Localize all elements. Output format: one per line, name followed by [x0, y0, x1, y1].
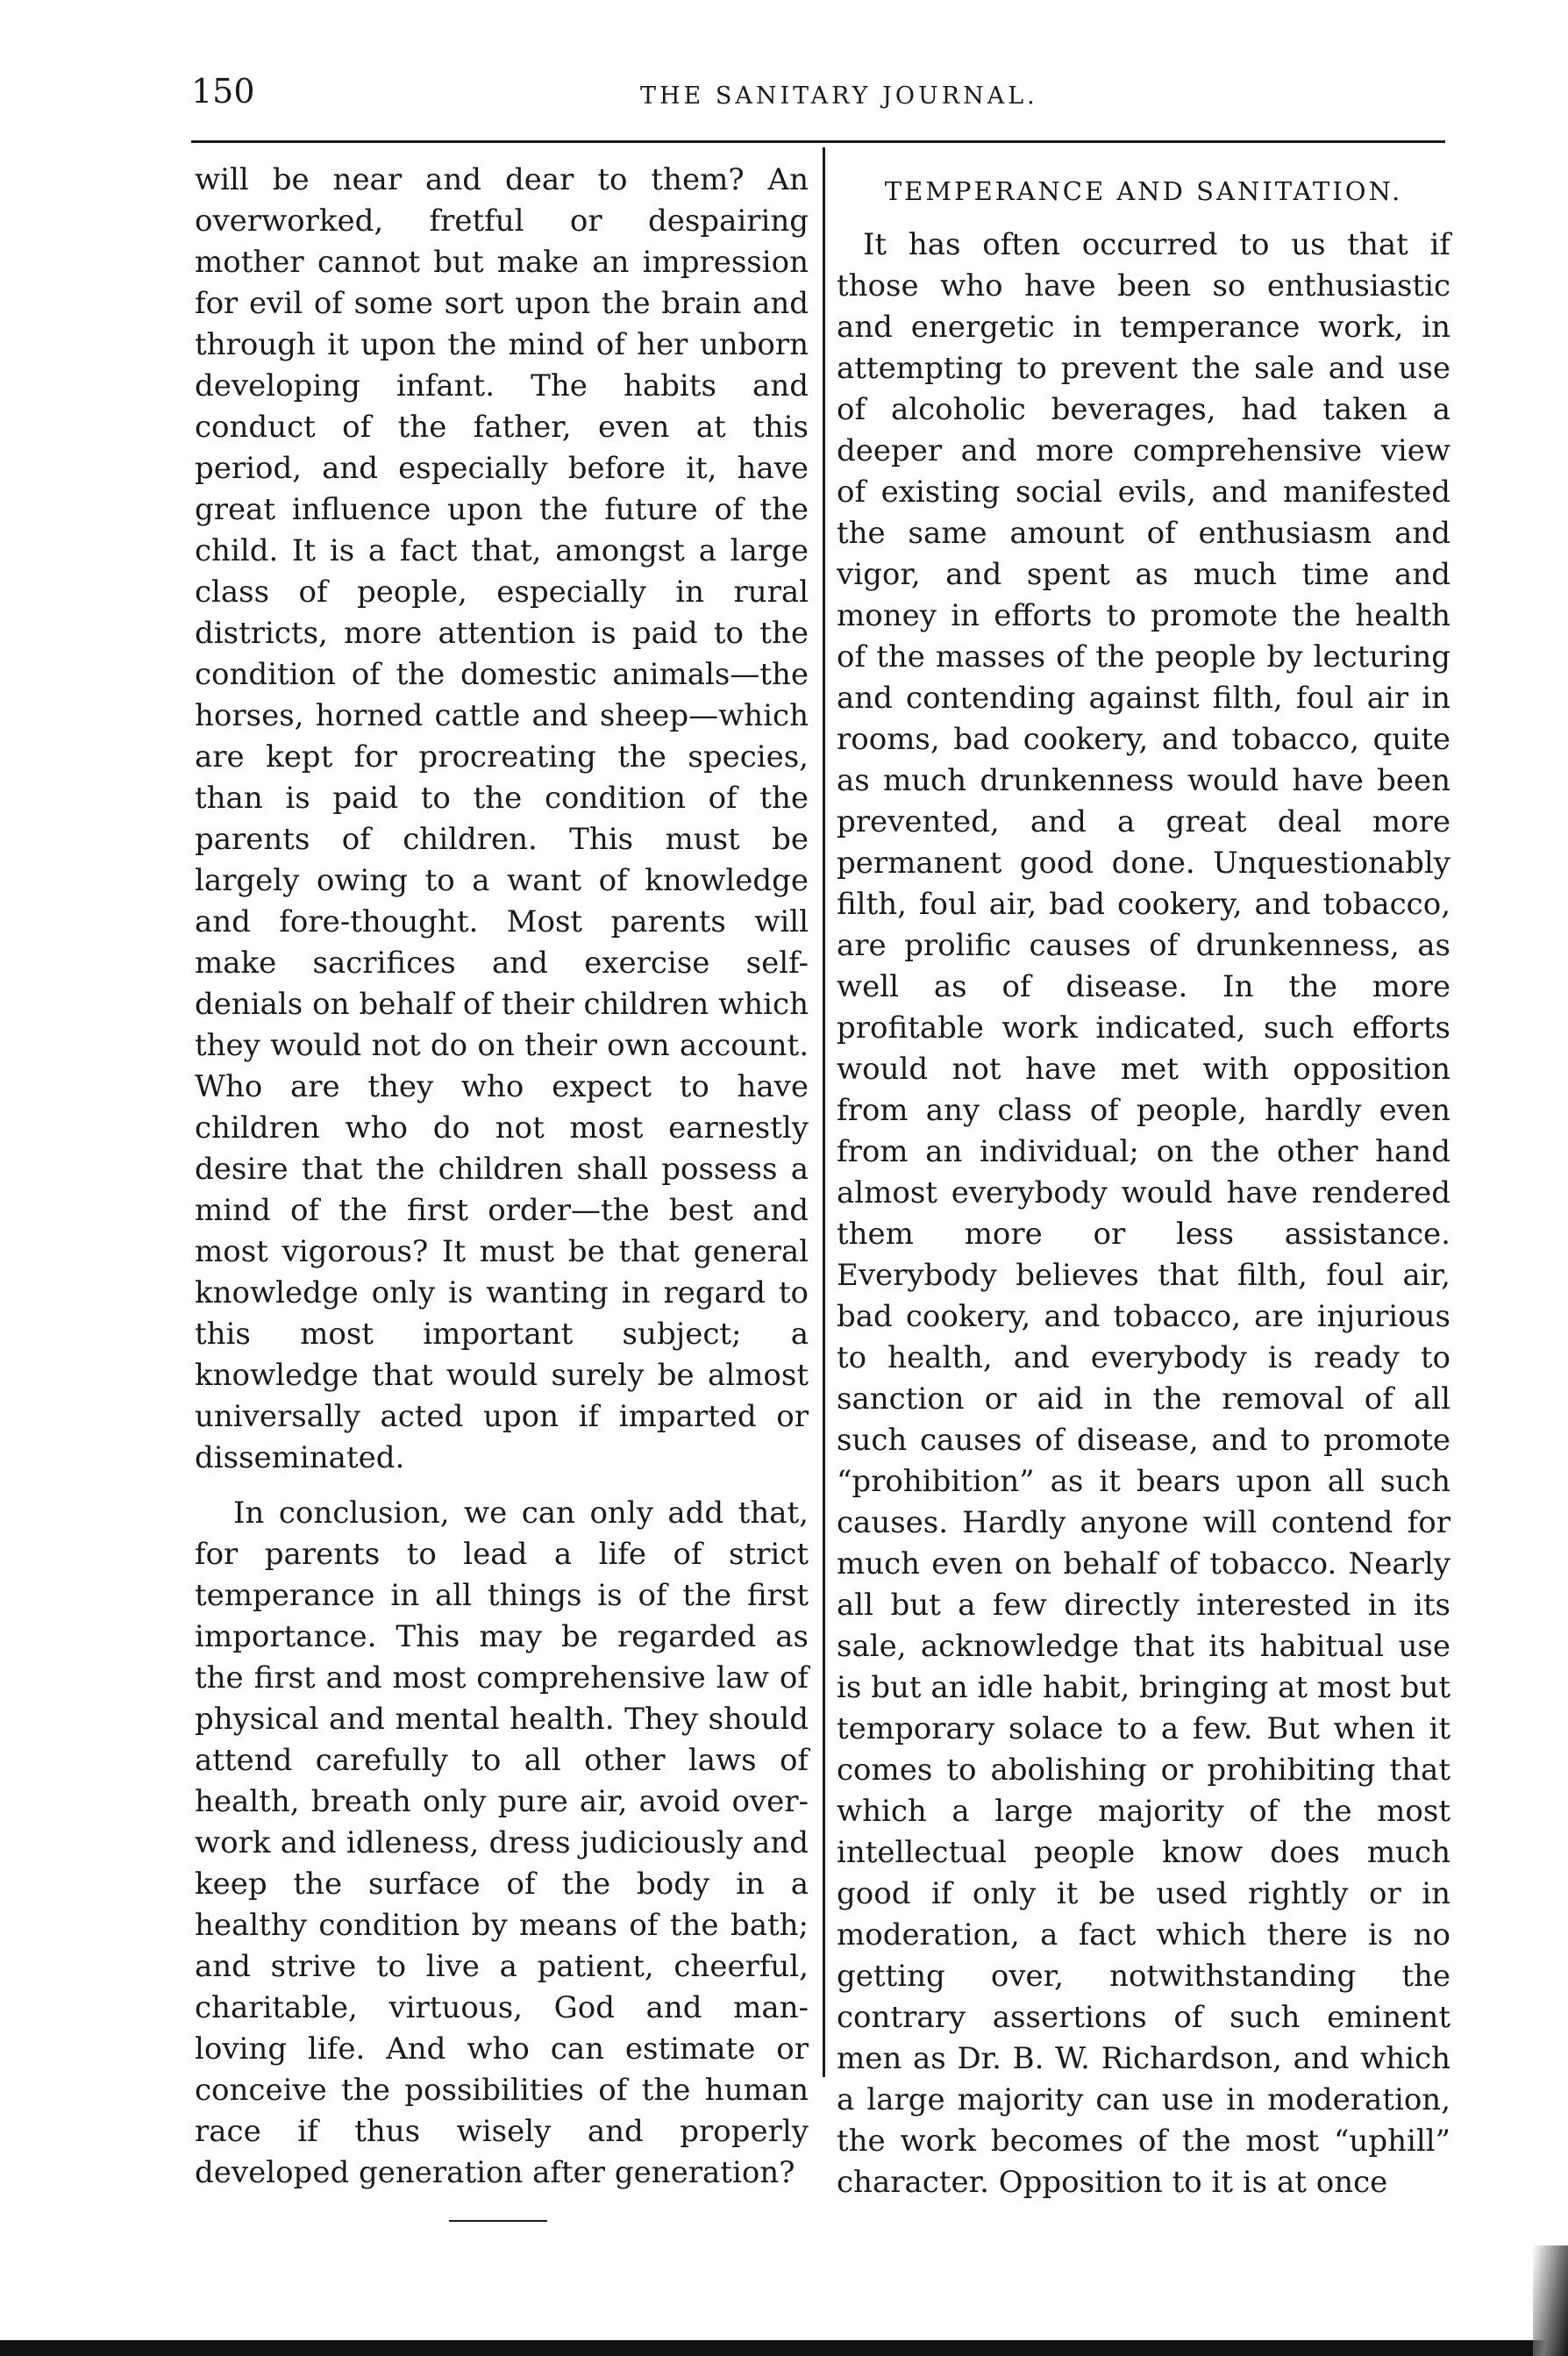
- right-column: [837, 171, 1450, 2203]
- running-title: THE SANITARY JOURNAL.: [640, 82, 1038, 110]
- right-paragraph-1: It has often occurred to us that if those who have been so enthusiastic and energetic in temperance work, in attempting to prevent the sale and use of alcoholic beverages, had taken a deeper and more comprehensive view of existing social evils, and manifested the same amount of enthusiasm and vigor, and spent as much time and money in efforts to promote the health of the masses of the people by lecturing and contending against filth, foul air in rooms, bad cookery, and tobacco, quite as much drunkenness would have been prevented, and a great deal more permanent good done. Unquestionably filth, foul air, bad cookery, and tobacco, are prolific causes of drunkenness, as well as of disease. In the more profitable work indicated, such efforts would not have met with opposition from any class of people, hardly even from an individual; on the other hand almost everybody would have rendered them more or less assistance. Everybody believes that filth, foul air, bad cookery, and tobacco, are injurious to health, and everybody is ready to sanction or aid in the removal of all such causes of disease, and to promote “prohibition” as it bears upon all such causes. Hardly anyone will contend for much even on behalf of tobacco. Nearly all but a few directly interested in its sale, acknowledge that its habitual use is but an idle habit, bringing at most but temporary solace to a few. But when it comes to abolishing or prohibiting that which a large majority of the most intellectual people know does much good if only it be used rightly or in moderation, a fact which there is no getting over, notwithstanding the contrary assertions of such eminent men as Dr. B. W. Richardson, and which a large majority can use in moderation, the work becomes of the most “uphill” character. Opposition to it is at once: [837, 227, 1450, 2200]
- column-divider: [823, 147, 825, 2077]
- left-column: [195, 160, 809, 2222]
- page-edge-shadow-corner: [1533, 2245, 1568, 2356]
- page-edge-shadow-bottom: [0, 2340, 1568, 2356]
- article-heading: TEMPERANCE AND SANITATION.: [884, 176, 1403, 206]
- left-paragraph-1: will be near and dear to them? An overworked, fretful or despairing mother cannot but make an impression for evil of some sort upon the brain and through it upon the mind of her unborn developing infant. The habits and conduct of the father, even at this period, and especially before it, have great influence upon the future of the child. It is a fact that, amongst a large class of people, especially in rural districts, more attention is paid to the condition of the domestic animals—the horses, horned cattle and sheep—which are kept for procreating the species, than is paid to the condition of the parents of children. This must be largely owing to a want of knowledge and fore-thought. Most parents will make sacrifices and exercise self-denials on behalf of their children which they would not do on their own account. Who are they who expect to have children who do not most earnestly desire that the children shall possess a mind of the first order—the best and most vigorous? It must be that general knowledge only is wanting in regard to this most important subject; a knowledge that would surely be almost universally acted upon if imparted or disseminated.: [195, 162, 809, 1475]
- header-rule: [191, 140, 1445, 143]
- page-number: 150: [191, 72, 255, 111]
- section-end-rule: [449, 2220, 547, 2222]
- left-paragraph-2: In conclusion, we can only add that, for parents to lead a life of strict temperance in all things is of the first importance. This may be regarded as the first and most comprehensive law of physical and mental health. They should attend carefully to all other laws of health, breath only pure air, avoid over-work and idleness, dress judiciously and keep the surface of the body in a healthy condition by means of the bath; and strive to live a patient, cheerful, charitable, virtuous, God and man-loving life. And who can estimate or conceive the possibilities of the human race if thus wisely and properly developed generation after generation?: [195, 1496, 809, 2190]
